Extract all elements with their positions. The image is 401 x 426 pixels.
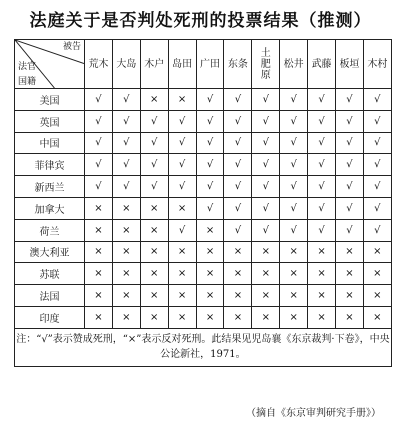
vote-no-mark: × bbox=[168, 285, 196, 307]
vote-no-mark: × bbox=[112, 263, 140, 285]
vote-yes-mark: √ bbox=[196, 197, 224, 219]
corner-cell bbox=[15, 40, 85, 89]
vote-yes-mark: √ bbox=[280, 176, 308, 198]
vote-yes-mark: √ bbox=[280, 132, 308, 154]
defendant-header: 东条 bbox=[224, 40, 252, 89]
vote-no-mark: × bbox=[196, 219, 224, 241]
vote-yes-mark: √ bbox=[363, 197, 391, 219]
vote-no-mark: × bbox=[363, 263, 391, 285]
vote-yes-mark: √ bbox=[336, 219, 364, 241]
vote-yes-mark: √ bbox=[224, 176, 252, 198]
vote-no-mark: × bbox=[308, 306, 336, 328]
vote-no-mark: × bbox=[112, 306, 140, 328]
vote-yes-mark: √ bbox=[252, 176, 280, 198]
table-row bbox=[15, 306, 392, 328]
vote-no-mark: × bbox=[280, 285, 308, 307]
vote-yes-mark: √ bbox=[252, 89, 280, 111]
vote-no-mark: × bbox=[196, 306, 224, 328]
vote-yes-mark: √ bbox=[85, 132, 113, 154]
vote-yes-mark: √ bbox=[363, 219, 391, 241]
vote-yes-mark: √ bbox=[196, 89, 224, 111]
vote-no-mark: × bbox=[168, 306, 196, 328]
vote-yes-mark: √ bbox=[85, 176, 113, 198]
vote-yes-mark: √ bbox=[224, 219, 252, 241]
corner-label-judge: 法官 bbox=[18, 62, 37, 72]
vote-yes-mark: √ bbox=[308, 197, 336, 219]
vote-no-mark: × bbox=[168, 89, 196, 111]
vote-yes-mark: √ bbox=[168, 219, 196, 241]
vote-yes-mark: √ bbox=[112, 89, 140, 111]
vote-yes-mark: √ bbox=[252, 154, 280, 176]
vote-yes-mark: √ bbox=[308, 89, 336, 111]
vote-no-mark: × bbox=[252, 263, 280, 285]
table-row bbox=[15, 263, 392, 285]
vote-yes-mark: √ bbox=[308, 219, 336, 241]
vote-yes-mark: √ bbox=[140, 176, 168, 198]
defendant-header: 荒木 bbox=[85, 40, 113, 89]
judge-nationality: 印度 bbox=[15, 306, 85, 328]
vote-no-mark: × bbox=[140, 306, 168, 328]
vote-yes-mark: √ bbox=[140, 154, 168, 176]
vote-no-mark: × bbox=[252, 241, 280, 263]
defendant-header: 武藤 bbox=[308, 40, 336, 89]
vote-no-mark: × bbox=[224, 306, 252, 328]
vote-no-mark: × bbox=[168, 241, 196, 263]
defendant-header: 木户 bbox=[140, 40, 168, 89]
vote-no-mark: × bbox=[336, 306, 364, 328]
vote-table bbox=[14, 39, 392, 367]
vote-no-mark: × bbox=[140, 285, 168, 307]
vote-yes-mark: √ bbox=[140, 132, 168, 154]
vote-no-mark: × bbox=[196, 285, 224, 307]
vote-yes-mark: √ bbox=[336, 176, 364, 198]
judge-nationality: 荷兰 bbox=[15, 219, 85, 241]
defendant-header: 木村 bbox=[363, 40, 391, 89]
vote-no-mark: × bbox=[112, 219, 140, 241]
defendant-header: 岛田 bbox=[168, 40, 196, 89]
judge-nationality: 中国 bbox=[15, 132, 85, 154]
vote-yes-mark: √ bbox=[196, 176, 224, 198]
vote-no-mark: × bbox=[85, 219, 113, 241]
vote-yes-mark: √ bbox=[336, 154, 364, 176]
defendant-header: 板垣 bbox=[336, 40, 364, 89]
judge-nationality: 美国 bbox=[15, 89, 85, 111]
vote-yes-mark: √ bbox=[168, 176, 196, 198]
vote-no-mark: × bbox=[336, 263, 364, 285]
vote-yes-mark: √ bbox=[280, 110, 308, 132]
vote-yes-mark: √ bbox=[363, 89, 391, 111]
vote-no-mark: × bbox=[336, 241, 364, 263]
vote-yes-mark: √ bbox=[168, 154, 196, 176]
defendant-header: 大岛 bbox=[112, 40, 140, 89]
page-title: 法庭关于是否判处死刑的投票结果（推测） bbox=[29, 11, 372, 31]
table-note: 注：“√”表示赞成死刑，“×”表示反对死刑。此结果见児岛襄《东京裁判·下卷》，中央公论新社，1971。 bbox=[15, 328, 392, 366]
vote-no-mark: × bbox=[363, 285, 391, 307]
vote-yes-mark: √ bbox=[336, 132, 364, 154]
vote-yes-mark: √ bbox=[336, 197, 364, 219]
vote-yes-mark: √ bbox=[308, 132, 336, 154]
vote-yes-mark: √ bbox=[85, 89, 113, 111]
vote-yes-mark: √ bbox=[112, 110, 140, 132]
vote-yes-mark: √ bbox=[252, 219, 280, 241]
judge-nationality: 加拿大 bbox=[15, 197, 85, 219]
table-row bbox=[15, 154, 392, 176]
judge-nationality: 苏联 bbox=[15, 263, 85, 285]
corner-label-nationality: 国籍 bbox=[18, 77, 37, 87]
vote-yes-mark: √ bbox=[252, 197, 280, 219]
vote-yes-mark: √ bbox=[280, 154, 308, 176]
vote-yes-mark: √ bbox=[336, 110, 364, 132]
vote-no-mark: × bbox=[85, 263, 113, 285]
vote-no-mark: × bbox=[168, 197, 196, 219]
vote-yes-mark: √ bbox=[224, 110, 252, 132]
table-row bbox=[15, 110, 392, 132]
vote-yes-mark: √ bbox=[224, 154, 252, 176]
vote-yes-mark: √ bbox=[196, 154, 224, 176]
vote-no-mark: × bbox=[196, 263, 224, 285]
note-row bbox=[15, 328, 392, 366]
vote-no-mark: × bbox=[308, 285, 336, 307]
vote-yes-mark: √ bbox=[85, 154, 113, 176]
vote-yes-mark: √ bbox=[336, 89, 364, 111]
source-citation: （摘自《东京审判研究手册》） bbox=[246, 408, 381, 419]
vote-yes-mark: √ bbox=[196, 110, 224, 132]
vote-yes-mark: √ bbox=[168, 110, 196, 132]
vote-yes-mark: √ bbox=[308, 154, 336, 176]
vote-no-mark: × bbox=[112, 285, 140, 307]
vote-no-mark: × bbox=[112, 241, 140, 263]
vote-no-mark: × bbox=[280, 241, 308, 263]
vote-no-mark: × bbox=[85, 285, 113, 307]
vote-no-mark: × bbox=[308, 241, 336, 263]
judge-nationality: 英国 bbox=[15, 110, 85, 132]
vote-yes-mark: √ bbox=[224, 89, 252, 111]
vote-yes-mark: √ bbox=[224, 197, 252, 219]
vote-no-mark: × bbox=[252, 285, 280, 307]
vote-yes-mark: √ bbox=[85, 110, 113, 132]
vote-no-mark: × bbox=[224, 241, 252, 263]
vote-no-mark: × bbox=[308, 263, 336, 285]
vote-yes-mark: √ bbox=[112, 132, 140, 154]
vote-no-mark: × bbox=[224, 285, 252, 307]
table-row bbox=[15, 132, 392, 154]
vote-no-mark: × bbox=[363, 306, 391, 328]
table-row bbox=[15, 89, 392, 111]
vote-yes-mark: √ bbox=[280, 89, 308, 111]
vote-yes-mark: √ bbox=[363, 110, 391, 132]
vote-yes-mark: √ bbox=[224, 132, 252, 154]
judge-nationality: 菲律宾 bbox=[15, 154, 85, 176]
vote-no-mark: × bbox=[363, 241, 391, 263]
vote-yes-mark: √ bbox=[168, 132, 196, 154]
vote-no-mark: × bbox=[252, 306, 280, 328]
vote-no-mark: × bbox=[280, 306, 308, 328]
vote-no-mark: × bbox=[112, 197, 140, 219]
vote-yes-mark: √ bbox=[140, 110, 168, 132]
vote-rows bbox=[15, 89, 392, 329]
vote-yes-mark: √ bbox=[252, 110, 280, 132]
table-row bbox=[15, 197, 392, 219]
vote-no-mark: × bbox=[85, 306, 113, 328]
vote-no-mark: × bbox=[85, 197, 113, 219]
defendant-header: 土肥原 bbox=[252, 40, 280, 89]
table-row bbox=[15, 219, 392, 241]
table-row bbox=[15, 285, 392, 307]
vote-no-mark: × bbox=[280, 263, 308, 285]
judge-nationality: 法国 bbox=[15, 285, 85, 307]
vote-no-mark: × bbox=[336, 285, 364, 307]
vote-yes-mark: √ bbox=[363, 176, 391, 198]
defendant-header: 广田 bbox=[196, 40, 224, 89]
defendant-header: 松井 bbox=[280, 40, 308, 89]
vote-yes-mark: √ bbox=[308, 110, 336, 132]
vote-no-mark: × bbox=[140, 197, 168, 219]
table-row bbox=[15, 241, 392, 263]
vote-yes-mark: √ bbox=[363, 132, 391, 154]
vote-no-mark: × bbox=[168, 263, 196, 285]
vote-no-mark: × bbox=[196, 241, 224, 263]
vote-no-mark: × bbox=[140, 263, 168, 285]
vote-no-mark: × bbox=[85, 241, 113, 263]
vote-yes-mark: √ bbox=[252, 132, 280, 154]
vote-no-mark: × bbox=[140, 219, 168, 241]
vote-yes-mark: √ bbox=[196, 132, 224, 154]
corner-label-defendant: 被告 bbox=[62, 42, 81, 52]
vote-no-mark: × bbox=[140, 241, 168, 263]
vote-yes-mark: √ bbox=[308, 176, 336, 198]
vote-yes-mark: √ bbox=[112, 176, 140, 198]
header-row bbox=[15, 40, 392, 89]
judge-nationality: 澳大利亚 bbox=[15, 241, 85, 263]
vote-no-mark: × bbox=[224, 263, 252, 285]
vote-yes-mark: √ bbox=[112, 154, 140, 176]
vote-yes-mark: √ bbox=[280, 219, 308, 241]
vote-yes-mark: √ bbox=[280, 197, 308, 219]
vote-no-mark: × bbox=[140, 89, 168, 111]
table-row bbox=[15, 176, 392, 198]
judge-nationality: 新西兰 bbox=[15, 176, 85, 198]
vote-yes-mark: √ bbox=[363, 154, 391, 176]
